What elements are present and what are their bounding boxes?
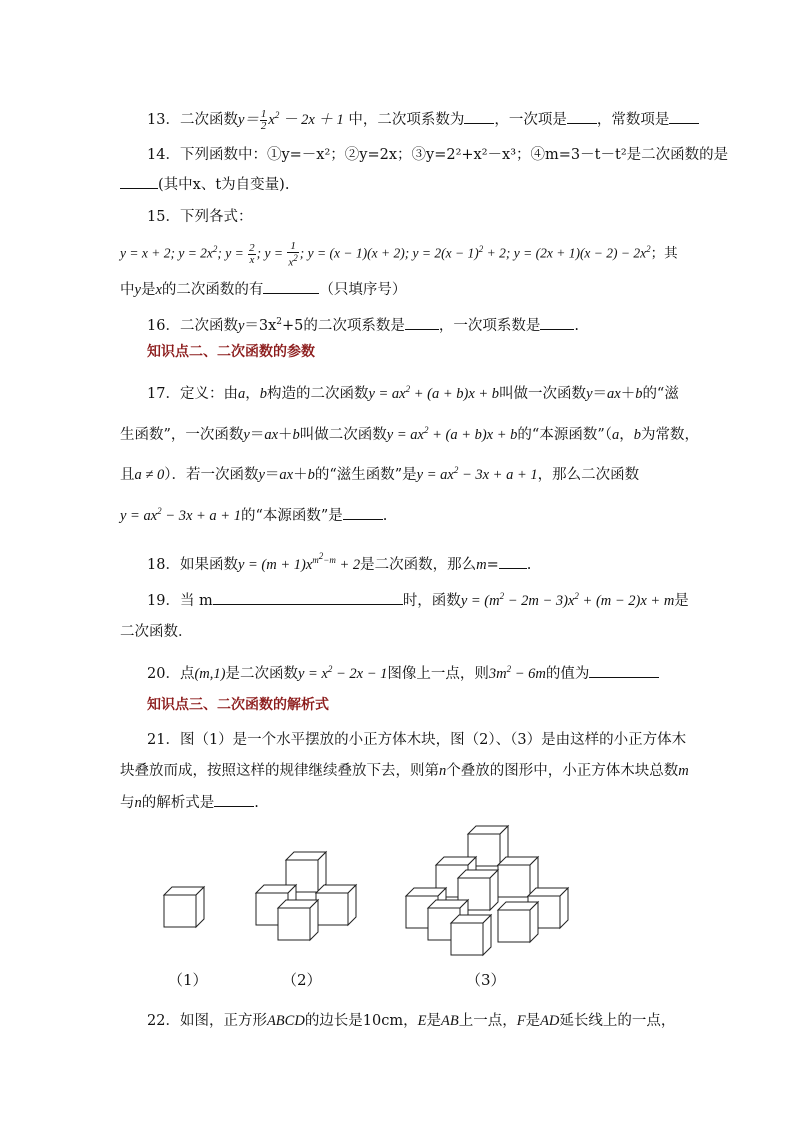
q14-tail: 是二次函数的是 <box>626 147 729 163</box>
q18-text-b: 是二次函数，那么 <box>360 556 477 573</box>
q17-text-1c: 叫做一次函数 <box>499 385 587 402</box>
q21-text-3a: 与 <box>120 795 135 811</box>
q13-text-a: 中，二次项系数为 <box>348 111 465 128</box>
q16-text-a: 的二次项系数是 <box>303 317 405 334</box>
q15-number-text: 15．下列各式： <box>147 209 253 225</box>
q15-text-c: 的二次函数的有 <box>161 282 264 298</box>
q16-number-text: 16．二次函数 <box>147 317 238 334</box>
q17-line-1: 17．定义：由a，b构造的二次函数$y = ax^2 + (a + b)x + b$叫做一次函数y＝ax＋b的“滋 <box>147 384 679 402</box>
q15-tail: ；其 <box>650 245 678 262</box>
q19-line-2: 二次函数． <box>120 624 193 640</box>
q17-text-1b: 构造的二次函数 <box>266 385 369 402</box>
q22-text-b: 的边长是10cm， <box>304 1013 418 1029</box>
q17-text-4b: . <box>382 507 388 524</box>
q22-text-e: 是 <box>525 1013 541 1029</box>
q17-text-2c: 的“本源函数”（ <box>517 426 612 443</box>
q21-text-3b: 的解析式是 <box>141 795 215 811</box>
q20-text-b: 是二次函数 <box>225 665 298 682</box>
q15-text-d: （只填序号） <box>319 282 407 298</box>
q21-text-2a: 块叠放而成，按照这样的规律继续叠放下去，则第 <box>120 763 439 779</box>
q19-text-a: 19．当 m <box>147 592 213 609</box>
q21-line-2: 块叠放而成，按照这样的规律继续叠放下去，则第n个叠放的图形中，小正方体木块总数m <box>120 763 689 779</box>
figure-2-caption: （2） <box>282 971 322 989</box>
q19-text-b: 时，函数 <box>402 592 461 609</box>
q18-line: 18．如果函数$y = (m + 1)x^{m^2-m} + 2$是二次函数，那么m= . <box>147 551 532 573</box>
q21-line-3: 与n的解析式是 . <box>120 792 259 813</box>
figure-3-caption: （3） <box>466 971 506 989</box>
q13-text-b: ，一次项是 <box>494 111 567 128</box>
q18-text-a: 18．如果函数 <box>147 556 238 573</box>
q20-text-d: 的值为 <box>545 665 590 682</box>
q17-line-4: $y = ax^2 - 3x + a + 1$的“本源函数”是 . <box>120 506 388 524</box>
q14-items: ①y=－x²；②y=2x；③y=2²+x²－x³；④m=3－t－t² <box>266 147 627 163</box>
q16-end: . <box>574 317 580 334</box>
q17-text-4a: 的“本源函数”是 <box>240 507 343 524</box>
q13-text-c: ，常数项是 <box>596 111 670 128</box>
q22-text-f: 延长线上的一点， <box>559 1013 676 1029</box>
q21-line-1: 21．图（1）是一个水平摆放的小正方体木块，图（2）、（3）是由这样的小正方体木 <box>147 732 687 748</box>
q22-line: 22．如图，正方形ABCD的边长是10cm，E是AB上一点，F是AD延长线上的一点， <box>147 1013 676 1029</box>
q20-text-c: 图像上一点，则 <box>387 665 489 682</box>
q18-text-c: = <box>486 556 499 573</box>
q15-formulas: y = x + 2; $y = 2x^2$; y = $\frac{2}{x}$ ; y = $\frac{1}{x^2}$ ; y = (x − 1)(x + 2); $y = 2(x - 1)^2 + 2$; $y = (2x + 1)(x - 2) - 2x^2$；其 <box>120 239 678 269</box>
q22-text-a: 22．如图，正方形 <box>147 1013 267 1029</box>
section-heading-3: 知识点三、二次函数的解析式 <box>147 697 329 713</box>
q17-text-3a: 且 <box>120 466 135 483</box>
q15-line-3: 中y是x的二次函数的有 （只填序号） <box>120 279 406 300</box>
q17-text-1a: 17．定义：由 <box>147 385 238 402</box>
q17-text-1d: 的“滋 <box>642 385 679 402</box>
q17-text-2b: 叫做二次函数 <box>299 426 387 443</box>
q16-text-b: ，一次项系数是 <box>438 317 541 334</box>
q20-text-a: 20．点 <box>147 665 195 682</box>
q14-number-text: 14．下列函数中： <box>147 147 267 163</box>
q17-text-2a: 生函数”，一次函数 <box>120 426 244 443</box>
q19-text-c: 是 <box>674 592 689 609</box>
figure-1-cubes <box>164 887 204 927</box>
q22-text-c: 是 <box>426 1013 441 1029</box>
figure-1-caption: （1） <box>168 971 208 989</box>
figure-3-cubes <box>406 826 568 955</box>
q15-text-b: 是 <box>140 282 156 298</box>
q21-text-2b: 个叠放的图形中，小正方体木块总数 <box>446 763 679 779</box>
q14-line2-text: (其中x、t为自变量). <box>158 177 290 193</box>
q17-text-3d: ，那么二次函数 <box>537 466 640 483</box>
q17-line-3: 且a ≠ 0）．若一次函数y＝ax＋b的“滋生函数”是$y = ax^2 - 3x + a + 1$，那么二次函数 <box>120 465 640 483</box>
q17-text-3c: 的“滋生函数”是 <box>314 466 417 483</box>
q18-text-d: . <box>526 556 532 573</box>
q20-line: 20．点(m,1)是二次函数$y = x^2 - 2x - 1$图像上一点，则$3m^2 - 6m$的值为 <box>147 659 659 684</box>
q16-line: 16．二次函数$y=3x^2+5$的二次项系数是 ，一次项系数是 . <box>147 312 579 336</box>
q13-number-text: 13．二次函数 <box>147 111 238 128</box>
section-heading-2: 知识点二、二次函数的参数 <box>147 344 315 360</box>
q22-text-d: 上一点， <box>458 1013 517 1029</box>
q17-text-2d: 为常数， <box>640 426 699 443</box>
q17-text-3b: ）．若一次函数 <box>164 466 259 483</box>
q19-line-1: 19．当 m 时，函数$y = (m^2 - 2m - 3)x^2 + (m - 2)x + m$是 <box>147 591 689 609</box>
q15-text-a: 中 <box>120 282 135 298</box>
figure-2-cubes <box>256 852 356 940</box>
q17-line-2: 生函数”，一次函数y＝ax＋b叫做二次函数$y = ax^2 + (a + b)x + b$的“本源函数”（a，b为常数， <box>120 425 699 443</box>
q13-formula: y＝ $\frac{1}{2}$ $x^2 - 2x + 1$ <box>237 108 344 132</box>
q21-text-3c: . <box>254 795 259 811</box>
